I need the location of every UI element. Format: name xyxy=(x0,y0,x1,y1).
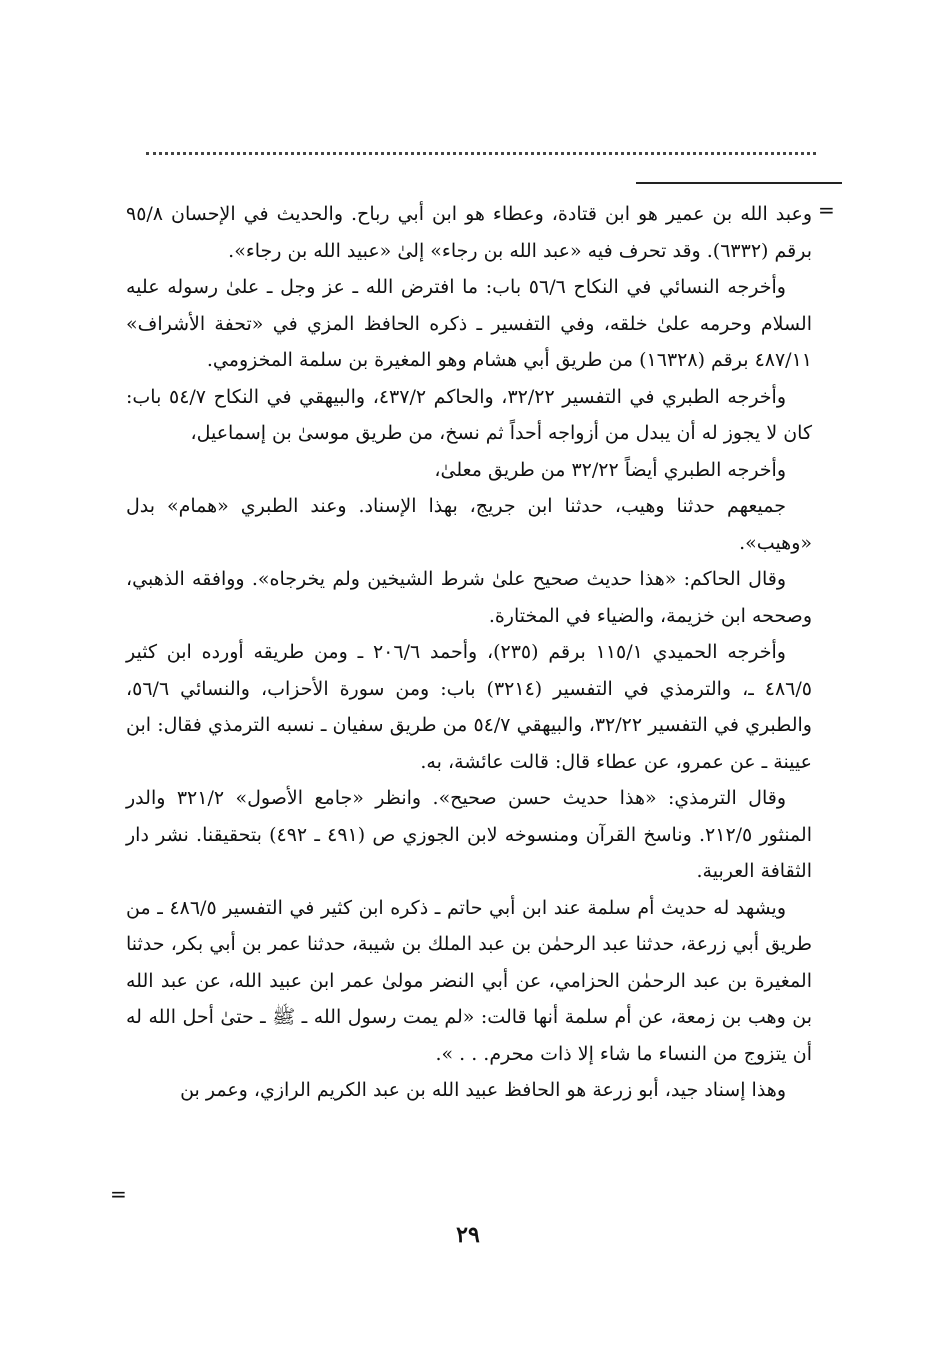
footnote-paragraph: وقال الترمذي: «هذا حديث حسن صحيح». وانظر «جامع الأصول» ٣٢١/٢ والدر المنثور ٢١٢/٥. وناسخ القرآن ومنسوخه لابن الجوزي ص (٤٩١ ـ ٤٩٢) بتحقيقنا. نشر دار الثقافة العربية. xyxy=(126,787,812,882)
continuation-mark-end: = xyxy=(110,1182,127,1206)
footnote-paragraph: وأخرجه الحميدي ١١٥/١ برقم (٢٣٥)، وأحمد ٢٠٦/٦ ـ ومن طريقه أورده ابن كثير ٤٨٦/٥ ـ، والترمذي في التفسير (٣٢١٤) باب: ومن سورة الأحزاب، والنسائي ٥٦/٦، والطبري في التفسير ٣٢/٢٢، والبيهقي ٥٤/٧ من طريق سفيان ـ نسبه الترمذي فقال: ابن عيينة ـ عن عمرو، عن عطاء قال: قالت عائشة، به. xyxy=(126,641,812,773)
footnote-paragraph: وهذا إسناد جيد، أبو زرعة هو الحافظ عبيد الله بن عبد الكريم الرازي، وعمر بن xyxy=(180,1079,786,1101)
footnote-paragraph: ويشهد له حديث أم سلمة عند ابن أبي حاتم ـ ذكره ابن كثير في التفسير ٤٨٦/٥ ـ من طريق أبي زرعة، حدثنا عبد الرحمٰن بن عبد الملك بن شيبة، حدثنا عمر بن أبي بكر، حدثنا المغيرة بن عبد الرحمٰن الحزامي، عن أبي النضر مولىٰ عمر ابن عبيد الله، عن عبد الله بن وهب بن زمعة، عن أم سلمة أنها قالت: «لم يمت رسول الله ـ ﷺ ـ حتىٰ أحل الله له أن يتزوج من النساء ما شاء إلا ذات محرم. . . ». xyxy=(126,896,812,1065)
footnote-paragraph: جميعهم حدثنا وهيب، حدثنا ابن جريج، بهذا الإسناد. وعند الطبري «همام» بدل «وهيب». xyxy=(126,495,812,554)
footnote-paragraph: وقال الحاكم: «هذا حديث صحيح علىٰ شرط الشيخين ولم يخرجاه». ووافقه الذهبي، وصححه ابن خزيمة، والضياء في المختارة. xyxy=(126,568,812,627)
page-number: ٢٩ xyxy=(456,1222,480,1248)
footnote-paragraph: وأخرجه النسائي في النكاح ٥٦/٦ باب: ما افترض الله ـ عز وجل ـ علىٰ رسوله عليه السلام وحرمه علىٰ خلقه، وفي التفسير ـ ذكره الحافظ المزي في «تحفة الأشراف» ٤٨٧/١١ برقم (١٦٣٢٨) من طريق أبي هشام وهو المغيرة بن سلمة المخزومي. xyxy=(126,276,812,371)
footnote-paragraph: وأخرجه الطبري في التفسير ٣٢/٢٢، والحاكم ٤٣٧/٢، والبيهقي في النكاح ٥٤/٧ باب: كان لا يجوز له أن يبدل من أزواجه أحداً ثم نسخ، من طريق موسىٰ بن إسماعيل، xyxy=(126,385,812,444)
footnote-paragraph: وعبد الله بن عمير هو ابن قتادة، وعطاء هو ابن أبي رباح. والحديث في الإحسان ٩٥/٨ برقم (٦٣٣٢). وقد تحرف فيه «عبد الله بن رجاء» إلىٰ «عبيد الله بن رجاء». xyxy=(126,203,812,262)
footnote-paragraph: وأخرجه الطبري أيضاً ٣٢/٢٢ من طريق معلىٰ، xyxy=(434,458,786,481)
continuation-mark-start: = xyxy=(818,198,835,222)
footnote-text xyxy=(126,196,812,1109)
footnote-rule xyxy=(636,182,842,184)
dotted-separator xyxy=(146,152,816,155)
